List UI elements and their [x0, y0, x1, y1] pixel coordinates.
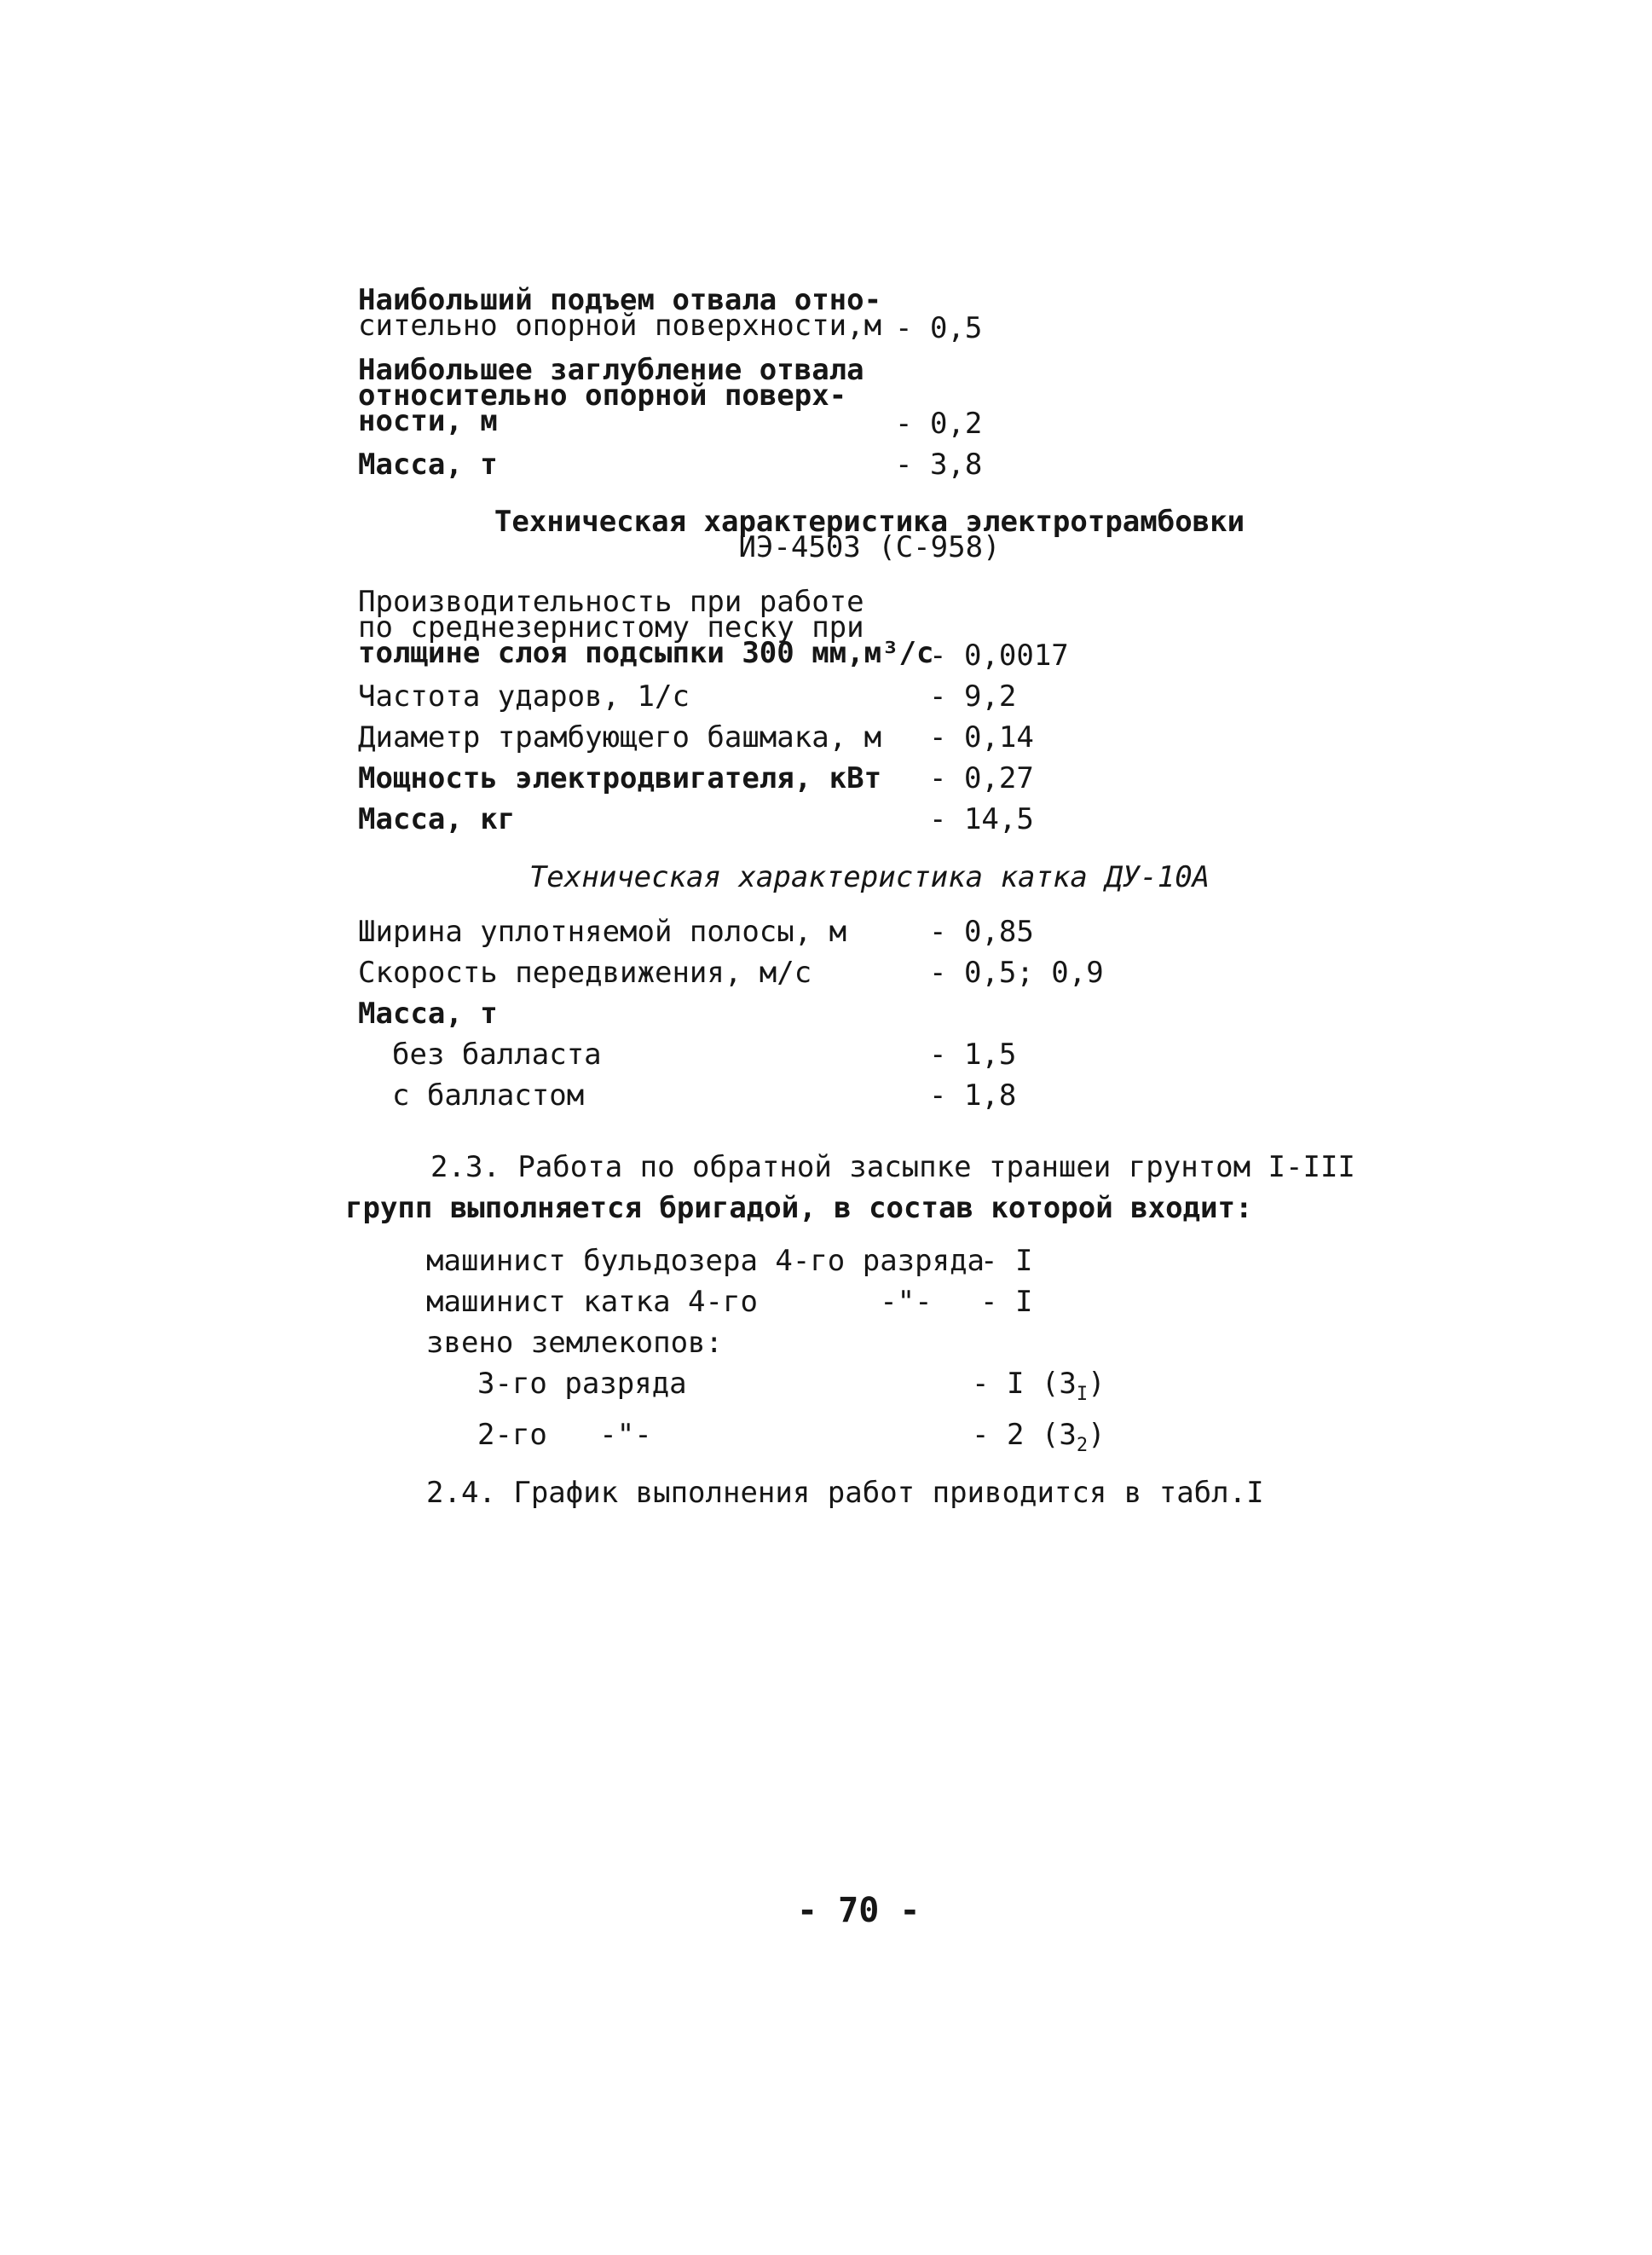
crew-row-label: звено землекопов:	[426, 1326, 723, 1360]
page-number: - 70 -	[797, 1891, 921, 1930]
row-label-line: Диаметр трамбующего башмака, м	[358, 720, 882, 755]
crew-row-value: - I $(З_I)$	[972, 1367, 1106, 1405]
row-value: - 14,5	[929, 802, 1034, 836]
row-label-line: сительно опорной поверхности,м	[358, 309, 882, 343]
row-label-line: Наибольшее заглубление отвала	[358, 353, 864, 387]
row-label: Скорость передвижения, м/с	[358, 956, 812, 990]
row-label: Масса, т	[358, 997, 498, 1031]
row-value: - 1,8	[929, 1078, 1017, 1113]
row-value: - 0,5	[895, 311, 983, 345]
row-label: без балласта	[392, 1038, 602, 1072]
paragraph-2-4: 2.4. График выполнения работ приводится в табл.I	[426, 1476, 1264, 1510]
row-value: - 0,5; 0,9	[929, 956, 1104, 990]
paragraph-line: 2.3. Работа по обратной засыпке траншеи грунтом I-III	[430, 1150, 1355, 1184]
crew-row-label: машинист бульдозера 4-го разряда	[426, 1244, 985, 1278]
row-label-line: Производительность при работе	[358, 585, 864, 619]
row-value: - 0,27	[929, 761, 1034, 795]
crew-row-value: - I	[980, 1244, 1033, 1278]
crew-row-label: 3-го разряда	[477, 1367, 687, 1401]
row-value: - 9,2	[929, 679, 1017, 714]
row-label-line: относительно опорной поверх-	[358, 379, 847, 413]
section-heading: Техническая характеристика электротрамбовки	[494, 505, 1245, 539]
row-label-line: Масса, кг	[358, 802, 516, 836]
row-value: - 3,8	[895, 448, 983, 482]
row-label-line: Масса, т	[358, 448, 498, 482]
row-label: с балластом	[392, 1078, 585, 1113]
row-label-line: Наибольший подъем отвала отно-	[358, 283, 882, 317]
row-label: Ширина уплотняемой полосы, м	[358, 915, 847, 949]
paragraph-line: групп выполняется бригадой, в состав которой входит:	[345, 1191, 1253, 1225]
row-label-line: Мощность электродвигателя, кВт	[358, 761, 882, 795]
row-label-line: по среднезернистому песку при	[358, 610, 864, 645]
row-value: - 0,2	[895, 407, 983, 441]
row-value: - 1,5	[929, 1038, 1017, 1072]
section-heading: ИЭ-4503 (С-958)	[738, 530, 1001, 564]
crew-row-value: - 2 $(З_2)$	[972, 1418, 1106, 1456]
crew-row-label: машинист катка 4-го -"-	[426, 1285, 933, 1319]
row-value: - 0,14	[929, 720, 1034, 755]
row-value: - 0,0017	[929, 639, 1069, 673]
row-label-line: ности, м	[358, 404, 498, 438]
section-heading: Техническая характеристика катка ДУ-10А	[529, 860, 1210, 894]
row-label-line: Частота ударов, 1/с	[358, 679, 690, 714]
crew-row-value: - I	[980, 1285, 1033, 1319]
row-label-line: толщине слоя подсыпки 300 мм,м³/с	[358, 636, 934, 670]
crew-row-label: 2-го -"-	[477, 1418, 652, 1452]
row-value: - 0,85	[929, 915, 1034, 949]
